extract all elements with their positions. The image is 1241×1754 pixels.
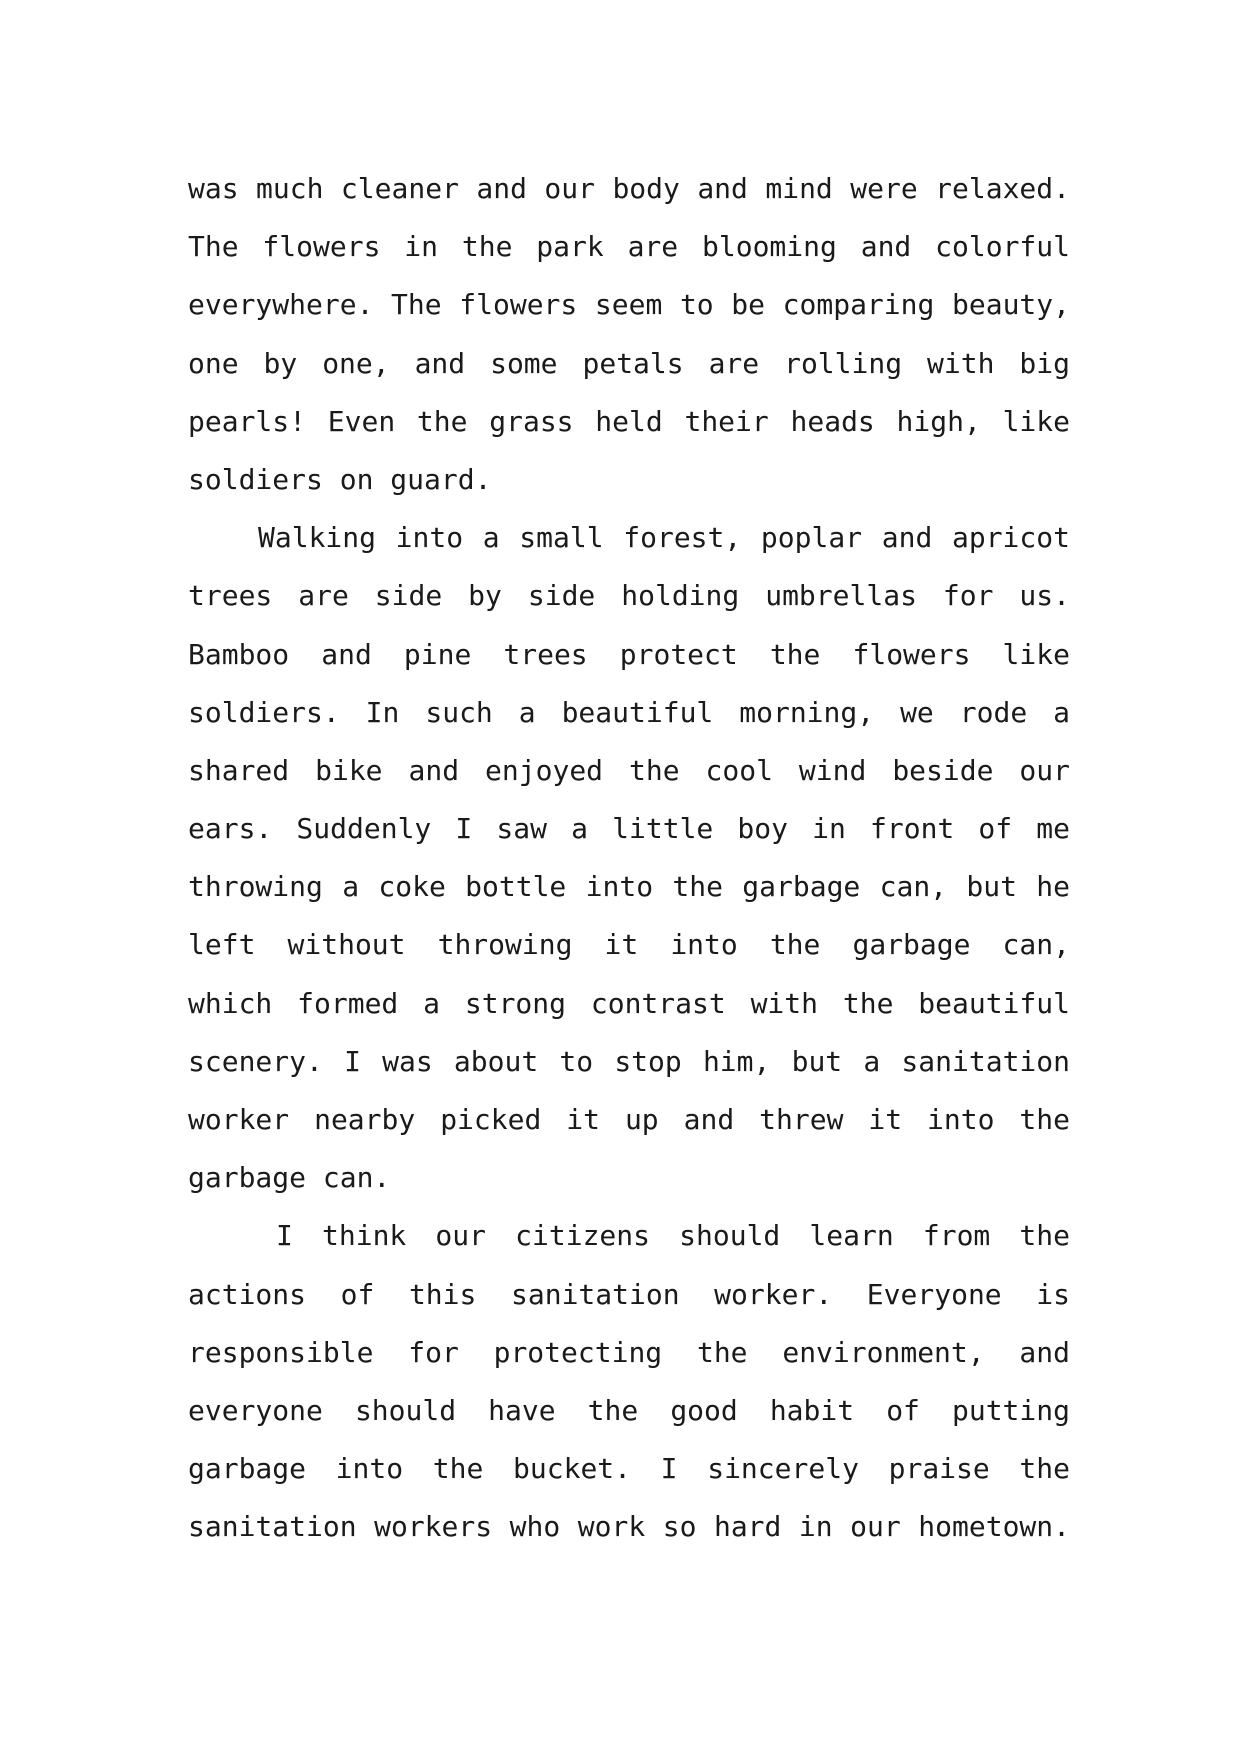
text-line: soldiers on guard.	[188, 462, 492, 496]
text-line: garbage can.	[188, 1161, 391, 1195]
body-text	[188, 160, 1070, 1557]
text-line: ears. Suddenly I saw a little boy in front of me	[188, 812, 1070, 846]
text-line: actions of this sanitation worker. Everyone is	[188, 1277, 1070, 1311]
text-line: left without throwing it into the garbage can,	[188, 928, 1070, 962]
text-line: throwing a coke bottle into the garbage can, but he	[188, 870, 1070, 904]
text-line: worker nearby picked it up and threw it into the	[188, 1103, 1070, 1136]
text-line: sanitation workers who work so hard in our hometown.	[188, 1510, 1070, 1544]
text-line: Walking into a small forest, poplar and apricot	[258, 521, 1070, 555]
text-line: responsible for protecting the environment, and	[188, 1335, 1070, 1369]
text-line: Bamboo and pine trees protect the flowers like	[188, 637, 1070, 671]
text-line: I think our citizens should learn from the	[276, 1219, 1070, 1253]
text-line: The flowers in the park are blooming and colorful	[188, 230, 1070, 264]
text-line: which formed a strong contrast with the beautiful	[188, 986, 1070, 1020]
text-line: scenery. I was about to stop him, but a sanitation	[188, 1044, 1070, 1078]
text-line: everywhere. The flowers seem to be comparing beauty,	[188, 288, 1070, 322]
text-line: shared bike and enjoyed the cool wind beside our	[188, 753, 1070, 787]
text-line: soldiers. In such a beautiful morning, we rode a	[188, 695, 1070, 729]
text-line: everyone should have the good habit of putting	[188, 1393, 1070, 1427]
text-line: garbage into the bucket. I sincerely praise the	[188, 1452, 1070, 1486]
text-line: was much cleaner and our body and mind were relaxed.	[188, 172, 1070, 205]
text-line: pearls! Even the grass held their heads high, like	[188, 404, 1070, 438]
text-line: trees are side by side holding umbrellas for us.	[188, 579, 1070, 613]
text-line: one by one, and some petals are rolling with big	[188, 346, 1070, 380]
